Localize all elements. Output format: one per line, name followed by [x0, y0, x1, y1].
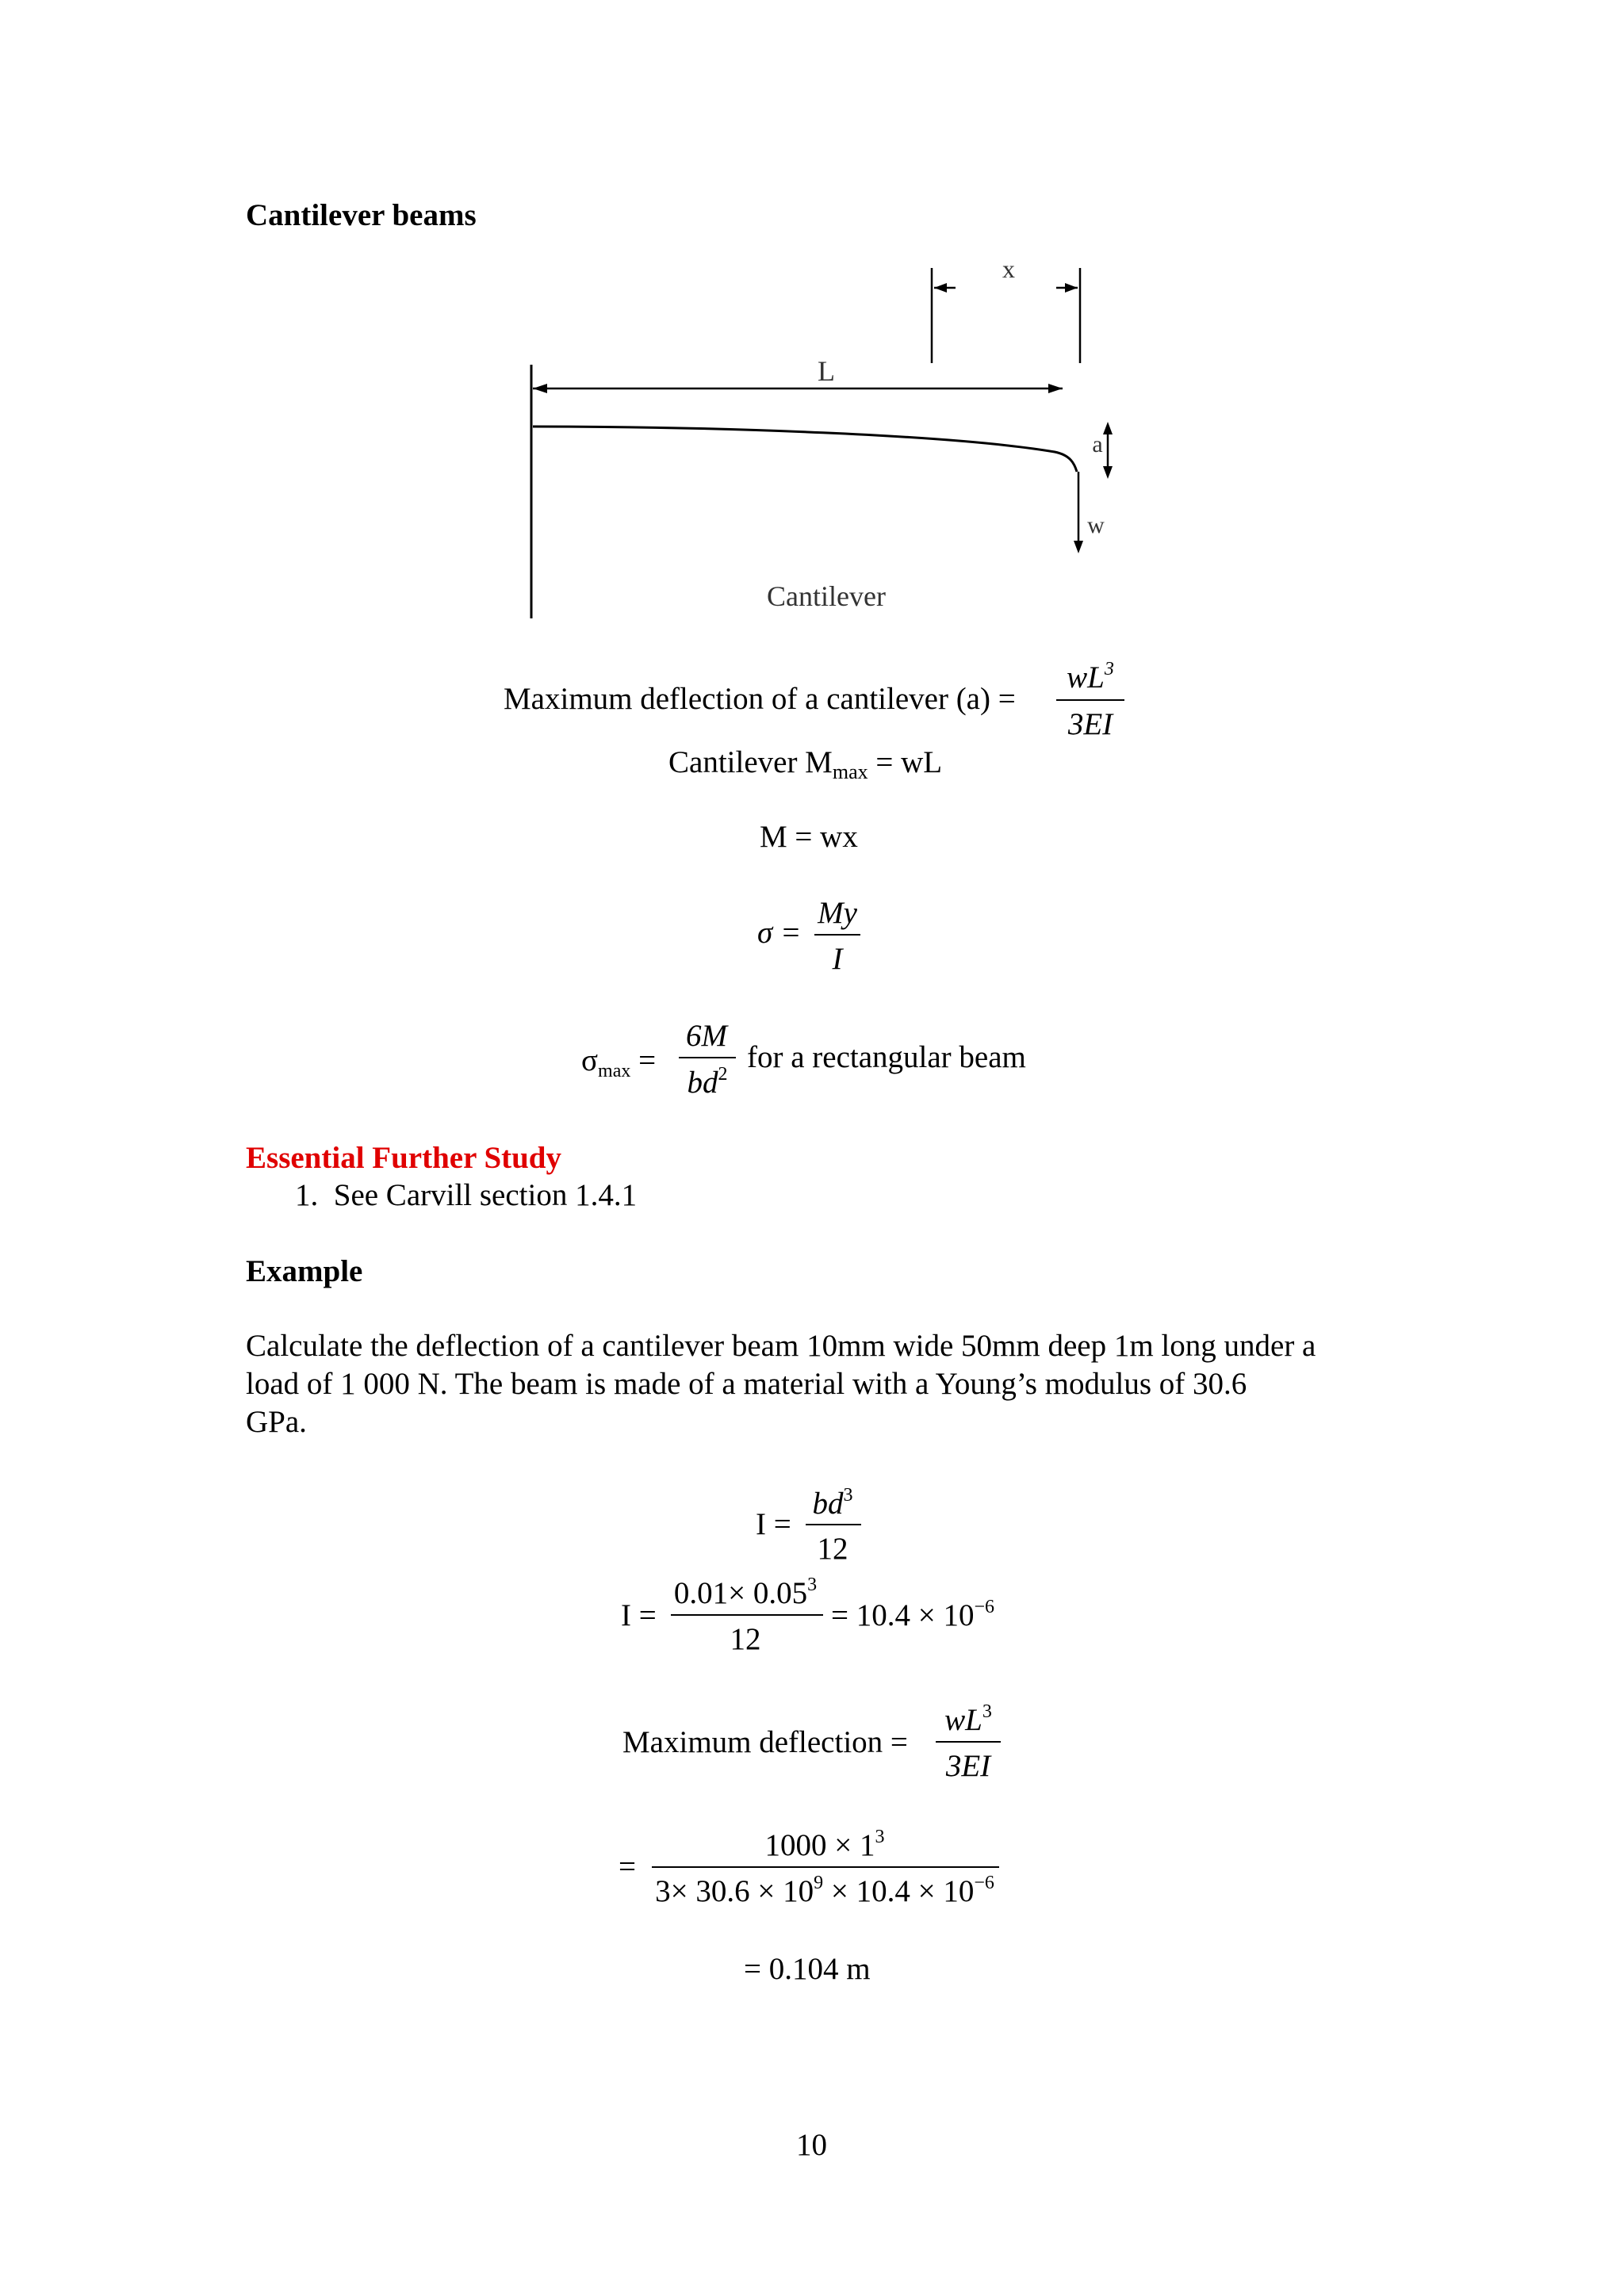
further-study-item: 1. See Carvill section 1.4.1 — [295, 1178, 638, 1212]
result: = 0.104 m — [744, 1952, 871, 1986]
example-max-deflection-lhs: Maximum deflection = — [622, 1725, 908, 1759]
sigma-lhs: σ = — [757, 916, 802, 950]
label-w: w — [1087, 512, 1105, 538]
calc-denominator: $3\times 30.6 \times 10^9 \times 10.4 \times 10^{-6}$ — [655, 1873, 994, 1908]
sigma-max-lhs: $\sigma_{max}$ = — [581, 1043, 657, 1081]
mmax-formula: Cantilever $M_{max}$ = wL — [668, 745, 943, 783]
example-title: Example — [246, 1254, 363, 1288]
further-study-title: Essential Further Study — [246, 1141, 561, 1175]
max-deflection-label: Maximum deflection of a cantilever (a) = — [504, 682, 1016, 716]
sigma-denominator: I — [832, 942, 843, 976]
moment-formula: M = wx — [760, 820, 858, 854]
i-calc-denominator: 12 — [730, 1622, 761, 1656]
section-heading: Cantilever beams — [246, 198, 477, 232]
example-max-deflection-numerator: $wL^3$ — [944, 1701, 992, 1737]
calc-equals: = — [619, 1850, 636, 1884]
i-formula-numerator: $bd^3$ — [812, 1485, 853, 1521]
label-a: a — [1092, 431, 1103, 457]
diagram-caption: Cantilever — [767, 580, 886, 612]
label-L: L — [818, 355, 835, 387]
max-deflection-denominator: 3EI — [1067, 707, 1113, 741]
page-number: 10 — [796, 2128, 827, 2162]
i-formula-denominator: 12 — [817, 1532, 848, 1566]
deflected-beam-curve — [533, 427, 1077, 472]
max-deflection-numerator: $wL^3$ — [1067, 659, 1114, 695]
example-paragraph-line-1: Calculate the deflection of a cantilever beam 10mm wide 50mm deep 1m long under a — [246, 1329, 1316, 1363]
example-paragraph-line-2: load of 1 000 N. The beam is made of a material with a Young’s modulus of 30.6 — [246, 1367, 1247, 1401]
example-max-deflection-denominator: 3EI — [945, 1749, 991, 1783]
sigma-max-denominator: $bd^2$ — [687, 1064, 728, 1100]
sigma-max-description: for a rectangular beam — [747, 1040, 1026, 1074]
label-x: x — [1002, 254, 1015, 283]
i-formula-lhs: I = — [756, 1507, 791, 1541]
sigma-numerator: My — [818, 896, 857, 930]
i-calc-result: = $10.4 \times 10^{-6}$ — [831, 1597, 995, 1632]
i-calc-numerator: $0.01\times 0.05^3$ — [673, 1575, 818, 1610]
sigma-max-numerator: 6M — [686, 1019, 727, 1053]
calc-numerator: $1000 \times 1^3$ — [764, 1827, 885, 1862]
i-calc-lhs: I = — [621, 1598, 657, 1632]
example-paragraph-line-3: GPa. — [246, 1405, 307, 1439]
